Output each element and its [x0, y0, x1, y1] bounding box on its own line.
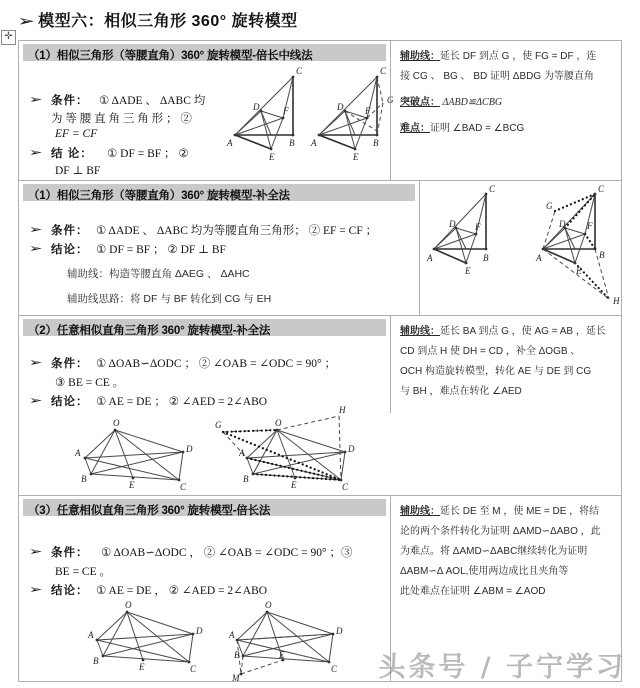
- model-table: [18, 40, 622, 682]
- svg-text:G: G: [546, 201, 553, 211]
- svg-text:E: E: [139, 662, 145, 672]
- section-1-note-4-text: 证明 ∠BAD = ∠BCG: [430, 123, 525, 134]
- section-1-note-1: [400, 47, 615, 66]
- figure-s2-left: [428, 186, 538, 311]
- section-1-note-3-label: 突破点：: [400, 97, 440, 108]
- svg-text:B: B: [289, 138, 295, 148]
- section-2: [19, 181, 621, 316]
- svg-text:D: D: [253, 102, 260, 112]
- section-3-conclusion-label: 结论：: [51, 396, 89, 408]
- section-1-note-1-text: 延长 DF 到点 G ，使 FG = DF ，连: [440, 51, 597, 62]
- section-4-note-5: [400, 582, 615, 601]
- figure-s2-right: [537, 186, 640, 314]
- svg-text:B: B: [234, 650, 240, 660]
- section-1-right: [391, 41, 621, 180]
- section-3-note-1: [400, 322, 615, 341]
- section-1-note-3-text: ΔABD≌ΔCBG: [440, 97, 503, 108]
- section-1: [19, 41, 621, 181]
- svg-text:B: B: [93, 656, 99, 666]
- svg-text:A: A: [227, 138, 233, 148]
- svg-text:B: B: [599, 250, 605, 260]
- section-1-condition-line-2: 为 等 腰 直 角 三 角 形 ； ②: [51, 113, 192, 125]
- section-2-left: [19, 181, 419, 315]
- section-3-note-4-text: 与 BH ，难点在转化 ∠AED: [400, 386, 522, 397]
- svg-text:B: B: [483, 253, 489, 263]
- section-4-note-3-text: 为难点。将 ΔAMD∽ΔABC继续转化为证明: [400, 546, 588, 557]
- section-4-condition-line-2: BE = CE 。: [55, 566, 112, 578]
- svg-text:C: C: [331, 664, 338, 674]
- section-3-header-text: （2）任意相似直角三角形 360° 旋转模型-补全法: [28, 325, 271, 337]
- section-1-note-4: [400, 119, 615, 138]
- section-2-conclusion-label: 结论：: [51, 244, 89, 256]
- section-1-condition-line-3: EF = CF: [55, 128, 98, 140]
- section-3-note-1-text: 延长 BA 到点 G ，使 AG = AB ，延长: [440, 326, 606, 337]
- section-4-note-1-text: 延长 DE 至 M ，使 ME = DE ，将结: [440, 506, 600, 517]
- svg-text:D: D: [449, 219, 456, 229]
- section-4-note-4: [400, 562, 615, 581]
- section-3-note-4: [400, 382, 615, 401]
- section-4-note-4-text: ΔABM∽Δ AOL,使用两边成比且夹角等: [400, 566, 569, 577]
- svg-text:B: B: [373, 138, 379, 148]
- section-1-conclusion-bullet-icon: ➢: [28, 147, 43, 159]
- svg-text:A: A: [75, 448, 81, 458]
- svg-text:C: C: [180, 482, 187, 492]
- svg-text:C: C: [598, 184, 605, 194]
- section-4-conclusion-bullet-icon: ➢: [28, 584, 43, 596]
- section-3-conclusion-line-1: ① AE = DE ； ② ∠AED = 2∠ABO: [96, 396, 268, 408]
- section-4-conclusion-line-1: ① AE = DE ， ② ∠AED = 2∠ABO: [96, 585, 268, 597]
- svg-text:B: B: [81, 474, 87, 484]
- svg-text:G: G: [387, 95, 394, 105]
- section-4-header-text: （3）任意相似直角三角形 360° 旋转模型-倍长法: [28, 505, 271, 517]
- figure-s1-left: [227, 63, 309, 163]
- section-4-note-5-text: 此处难点在证明 ∠ABM = ∠AOD: [400, 586, 546, 597]
- svg-text:A: A: [536, 253, 542, 263]
- section-4-condition-label: 条件：: [51, 547, 89, 559]
- svg-text:E: E: [279, 650, 285, 660]
- svg-text:O: O: [275, 418, 282, 428]
- figure-s4-left: [75, 600, 215, 678]
- section-3-note-2: [400, 342, 615, 361]
- figure-s1-right: [311, 63, 401, 163]
- section-2-aux-line-2: 辅助线思路：将 DF 与 BF 转化到 CG 与 EH: [67, 293, 272, 305]
- section-4-conclusion-label: 结论：: [51, 585, 89, 597]
- section-3-condition-line-2: ③ BE = CE 。: [55, 377, 125, 389]
- svg-text:A: A: [427, 253, 433, 263]
- page-title-text: 模型六：相似三角形 360° 旋转模型: [38, 13, 298, 30]
- svg-text:D: D: [196, 626, 203, 636]
- section-1-condition-line-1: ① ΔADE 、 ΔABC 均: [99, 95, 206, 107]
- section-1-header-text: （1）相似三角形（等腰直角）360° 旋转模型-倍长中线法: [28, 50, 313, 62]
- section-2-aux-line-1: 辅助线：构造等腰直角 ΔAEG 、 ΔAHC: [67, 268, 250, 280]
- section-3-condition-bullet-icon: ➢: [28, 357, 43, 369]
- section-4-condition-bullet-icon: ➢: [28, 546, 43, 558]
- svg-text:A: A: [239, 448, 245, 458]
- section-4-left: [19, 496, 390, 682]
- section-3-note-1-label: 辅助线：: [400, 326, 440, 337]
- section-3-conclusion-bullet-icon: ➢: [28, 395, 43, 407]
- svg-text:O: O: [265, 600, 272, 610]
- section-4-note-1-label: 辅助线：: [400, 506, 440, 517]
- section-2-right: [420, 181, 621, 315]
- section-3-condition-line-1: ① ΔOAB∽ΔODC ； ② ∠OAB = ∠ODC = 90° ；: [96, 358, 336, 370]
- figure-s3-right: [215, 405, 375, 496]
- svg-text:B: B: [243, 474, 249, 484]
- table-move-handle-icon[interactable]: ✛: [1, 30, 16, 45]
- section-3: [19, 316, 621, 496]
- section-4-note-2-text: 论的两个条件转化为证明 ΔAMD∽ΔABO ，此: [400, 526, 601, 537]
- section-3-condition-label: 条件：: [51, 358, 89, 370]
- section-2-condition-label: 条件：: [51, 225, 89, 237]
- section-3-note-3: [400, 362, 615, 381]
- section-2-conclusion-bullet-icon: ➢: [28, 243, 43, 255]
- svg-text:E: E: [129, 480, 135, 490]
- section-4-condition-line-1: ① ΔOAB∽ΔODC ， ② ∠OAB = ∠ODC = 90° ；③: [101, 547, 353, 559]
- section-1-conclusion-line-2: DF ⊥ BF: [55, 165, 101, 177]
- svg-text:H: H: [339, 405, 346, 415]
- section-4-note-2: [400, 522, 615, 541]
- section-2-conclusion-line-1: ① DF = BF ； ② DF ⊥ BF: [96, 244, 226, 256]
- svg-text:O: O: [125, 600, 132, 610]
- svg-text:F: F: [475, 222, 481, 232]
- svg-text:E: E: [291, 480, 297, 490]
- svg-text:H: H: [613, 296, 620, 306]
- section-1-left: [19, 41, 394, 180]
- svg-text:F: F: [587, 221, 593, 231]
- section-2-condition-line-1: ① ΔADE 、 ΔABC 均为等腰直角三角形； ② EF = CF ；: [96, 225, 378, 237]
- svg-text:C: C: [296, 66, 303, 76]
- section-1-note-2-text: 接 CG 、 BG 、 BD 证明 ΔBDG 为等腰直角: [400, 71, 594, 82]
- svg-text:C: C: [380, 66, 387, 76]
- svg-text:A: A: [88, 630, 94, 640]
- section-1-note-3: [400, 93, 615, 112]
- svg-text:C: C: [489, 184, 496, 194]
- svg-text:E: E: [269, 152, 275, 162]
- svg-text:D: D: [559, 219, 566, 229]
- section-1-note-1-label: 辅助线：: [400, 51, 440, 62]
- section-3-right: [391, 316, 621, 495]
- svg-text:A: A: [311, 138, 317, 148]
- figure-s3-left: [63, 416, 203, 494]
- svg-text:G: G: [215, 420, 222, 430]
- svg-text:D: D: [336, 626, 343, 636]
- section-1-note-2: [400, 67, 615, 86]
- svg-text:C: C: [342, 482, 349, 492]
- section-2-condition-bullet-icon: ➢: [28, 224, 43, 236]
- svg-text:A: A: [229, 630, 235, 640]
- svg-text:E: E: [465, 266, 471, 276]
- page-title: [17, 8, 298, 31]
- svg-text:O: O: [113, 418, 120, 428]
- section-3-note-2-text: CD 到点 H 使 DH = CD ，补全 ΔOGB 、: [400, 346, 581, 357]
- svg-text:F: F: [365, 106, 371, 116]
- svg-text:E: E: [353, 152, 359, 162]
- svg-text:D: D: [337, 102, 344, 112]
- section-1-conclusion-label: 结 论：: [51, 148, 93, 160]
- watermark: 头条号 / 子宁学习: [378, 652, 626, 683]
- section-4-note-1: [400, 502, 615, 521]
- svg-text:F: F: [283, 106, 289, 116]
- section-3-note-3-text: OCH 构造旋转模型，转化 AE 与 DE 到 CG: [400, 366, 592, 377]
- section-4-note-3: [400, 542, 615, 561]
- section-2-header-text: （1）相似三角形（等腰直角）360° 旋转模型-补全法: [28, 190, 290, 202]
- svg-text:C: C: [190, 664, 197, 674]
- svg-text:D: D: [348, 444, 355, 454]
- svg-text:E: E: [576, 266, 582, 276]
- title-bullet-icon: ➢: [17, 13, 36, 30]
- section-1-condition-label: 条件：: [51, 95, 89, 107]
- section-1-condition-bullet-icon: ➢: [28, 94, 43, 106]
- svg-text:D: D: [186, 444, 193, 454]
- section-1-note-4-label: 难点：: [400, 123, 430, 134]
- svg-text:M: M: [232, 673, 240, 683]
- section-1-conclusion-line-1: ① DF = BF ； ②: [107, 148, 189, 160]
- figure-s4-right: [215, 600, 375, 682]
